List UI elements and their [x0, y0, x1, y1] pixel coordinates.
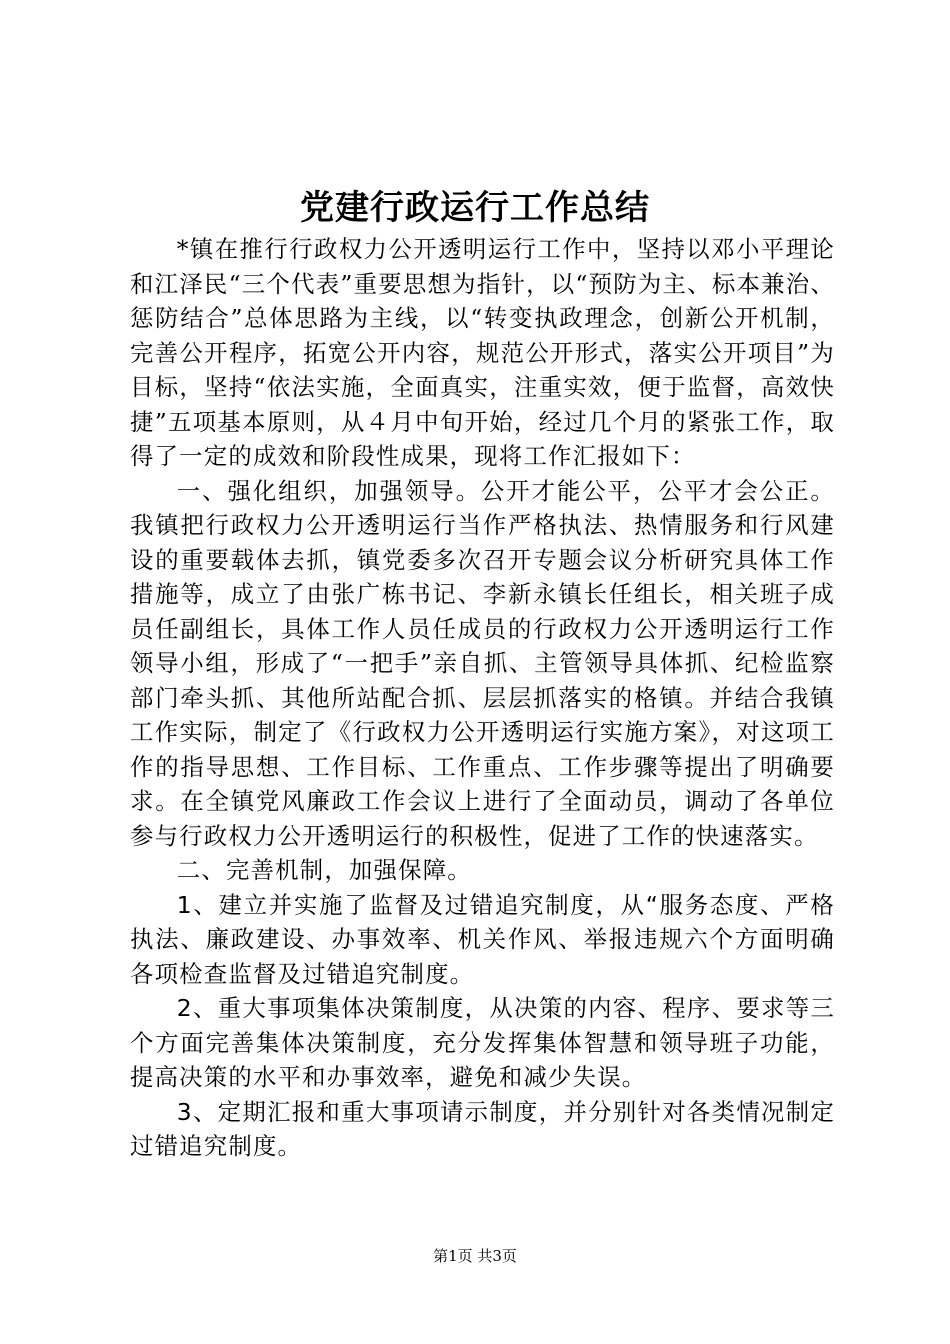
- section-one-text: 公开才能公平，公平才会公正。我镇把行政权力公开透明运行当作严格执法、热情服务和行风建设的重要载体去抓，镇党委多次召开专题会议分析研究具体工作措施等，成立了由张广栋书记、李新永镇长任组长，相关班子成员任副组长，具体工作人员任成员的行政权力公开透明运行工作领导小组，形成了“一把手”亲自抓、主管领导具体抓、纪检监察部门牵头抓、其他所站配合抓、层层抓落实的格镇。并结合我镇工作实际，制定了《行政权力公开透明运行实施方案》，对这项工作的指导思想、工作目标、工作重点、工作步骤等提出了明确要求。在全镇党风廉政工作会议上进行了全面动员，调动了各单位参与行政权力公开透明运行的积极性，促进了工作的快速落实。: [130, 476, 835, 850]
- item-three-paragraph: [130, 1095, 835, 1164]
- section-two-heading-text: 二、完善机制，加强保障。: [176, 856, 472, 884]
- item-two-text: 2、重大事项集体决策制度，从决策的内容、程序、要求等三个方面完善集体决策制度，充分发挥集体智慧和领导班子功能，提高决策的水平和办事效率，避免和减少失误。: [130, 994, 835, 1091]
- section-one-paragraph: [130, 474, 835, 854]
- section-one-heading: 一、强化组织，加强领导。: [176, 476, 481, 505]
- item-one-paragraph: [130, 888, 835, 992]
- page-footer: 第1页 共3页: [433, 1247, 517, 1265]
- intro-paragraph: [130, 232, 835, 474]
- document-title: 党建行政运行工作总结: [300, 188, 650, 228]
- item-one-text: 1、建立并实施了监督及过错追究制度，从“服务态度、严格执法、廉政建设、办事效率、机关作风、举报违规六个方面明确各项检查监督及过错追究制度。: [130, 890, 835, 988]
- item-two-paragraph: [130, 991, 835, 1095]
- item-three-text: 3、定期汇报和重大事项请示制度，并分别针对各类情况制定过错追究制度。: [130, 1097, 835, 1160]
- document-body: [130, 232, 835, 1164]
- section-two-heading: [130, 853, 835, 888]
- intro-text: *镇在推行行政权力公开透明运行工作中，坚持以邓小平理论和江泽民“三个代表”重要思想为指针，以“预防为主、标本兼治、惩防结合”总体思路为主线，以“转变执政理念，创新公开机制，完善公开程序，拓宽公开内容，规范公开形式，落实公开项目”为目标，坚持“依法实施，全面真实，注重实效，便于监督，高效快捷”五项基本原则，从４月中旬开始，经过几个月的紧张工作，取得了一定的成效和阶段性成果，现将工作汇报如下：: [130, 235, 835, 470]
